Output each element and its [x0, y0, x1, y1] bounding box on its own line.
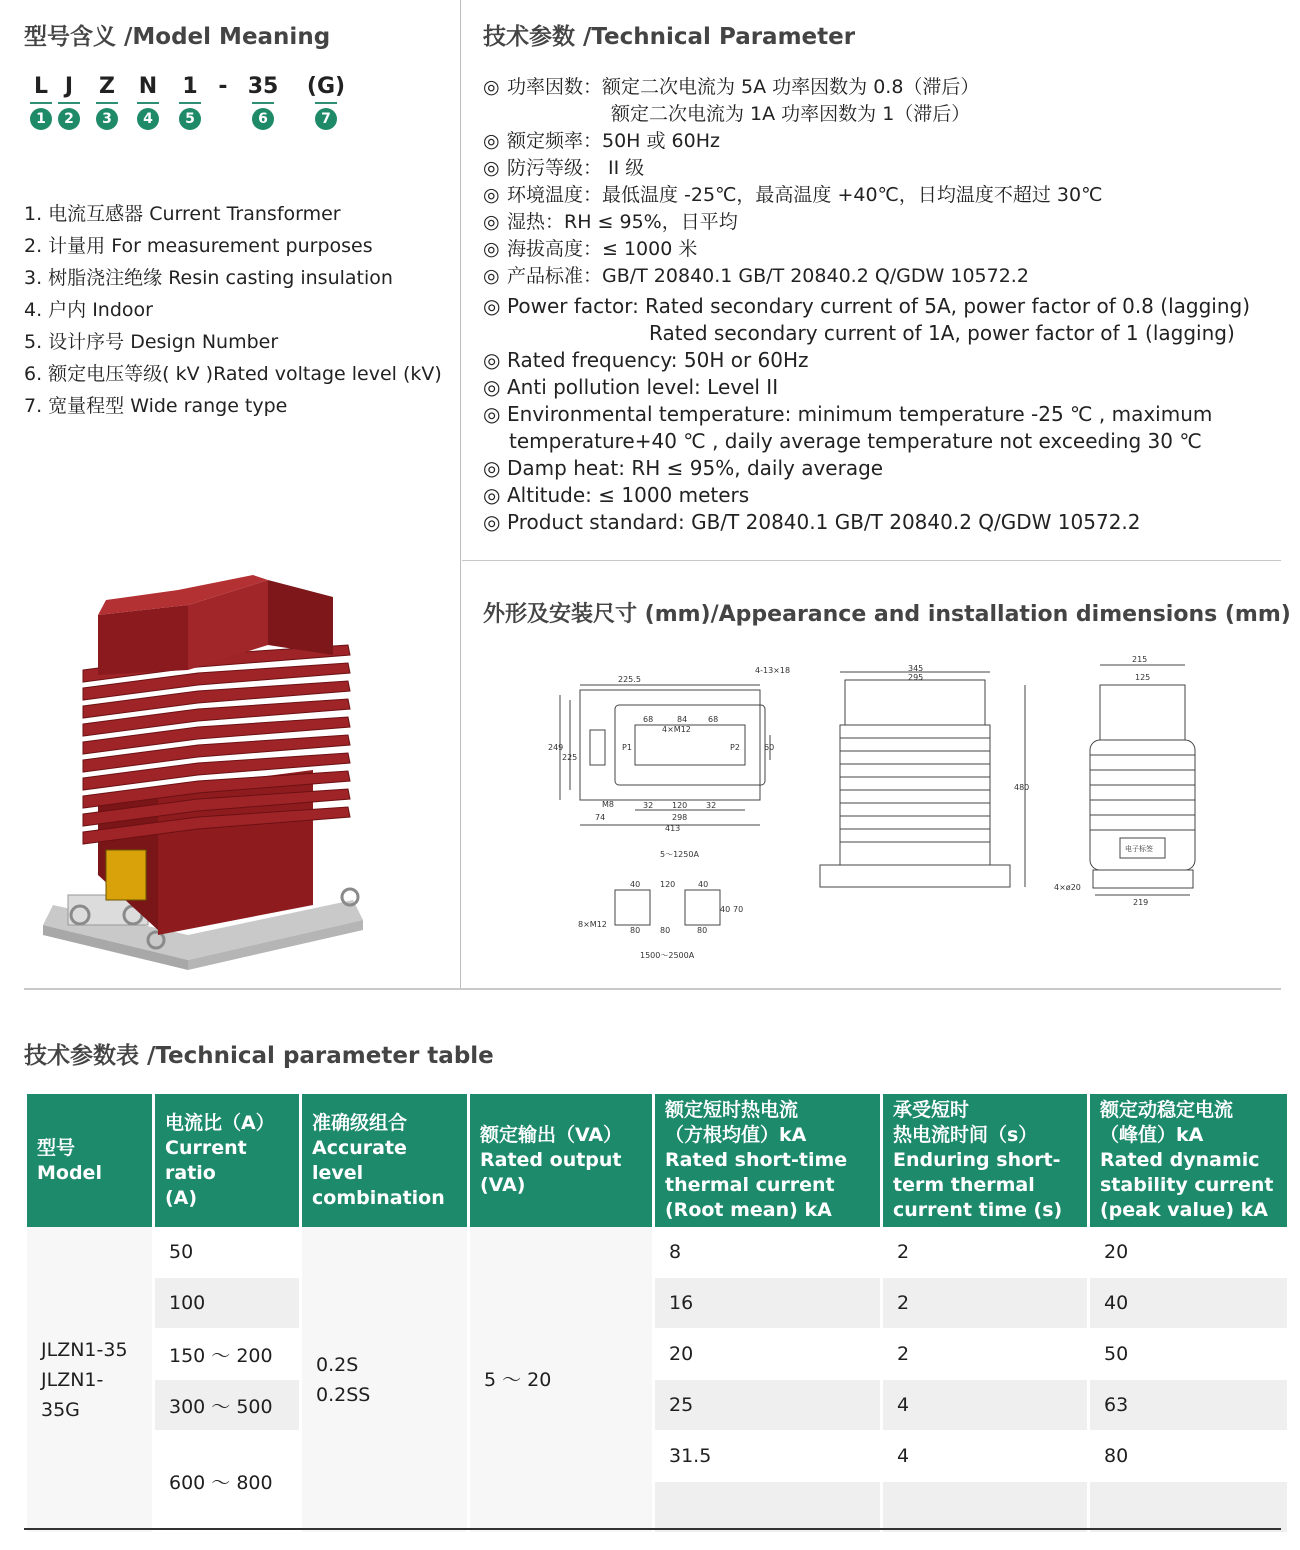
- dimension-drawing: [540, 650, 1200, 970]
- dim-label: 298: [672, 813, 688, 822]
- param-text: 额定二次电流为 1A 功率因数为 1（滞后）: [611, 103, 971, 125]
- dim-label: 68: [708, 715, 719, 724]
- cell-dynamic: 20: [1090, 1227, 1287, 1278]
- meaning-item: 1. 电流互感器 Current Transformer: [24, 203, 341, 225]
- param-line: [483, 128, 1283, 155]
- cell-time: 4: [883, 1431, 1087, 1482]
- param-text: 额定频率：50H 或 60Hz: [507, 130, 720, 152]
- cell-model: JLZN1-35 JLZN1-35G: [27, 1227, 152, 1533]
- bullet-icon: ◎: [483, 483, 501, 507]
- cell-accuracy: 0.2S 0.2SS: [302, 1227, 467, 1533]
- dim-label: 4-13×18: [755, 666, 791, 675]
- parameter-table: [24, 1094, 1290, 1533]
- param-line: [483, 155, 1283, 182]
- param-text: Product standard: GB/T 20840.1 GB/T 20840.2 Q/GDW 10572.2: [507, 510, 1141, 534]
- dim-label: 5～1250A: [660, 850, 699, 859]
- table-row: [27, 1329, 1287, 1380]
- cell-thermal: 20: [655, 1329, 880, 1380]
- cell-dynamic: 50: [1090, 1329, 1287, 1380]
- bullet-icon: ◎: [483, 510, 501, 534]
- dim-label: 1500～2500A: [640, 951, 695, 960]
- meaning-item: 6. 额定电压等级( kV )Rated voltage level (kV): [24, 363, 442, 385]
- param-line: [483, 320, 1283, 347]
- bullet-icon: ◎: [483, 294, 501, 318]
- cell-dynamic: [1090, 1482, 1287, 1533]
- section-divider: [24, 988, 1281, 990]
- dim-label: 80: [697, 926, 708, 935]
- meaning-item: 7. 宽量程型 Wide range type: [24, 395, 288, 417]
- code-number-badge: 6: [252, 108, 274, 130]
- header-thermal-time: 承受短时 热电流时间（s） Enduring short- term thermal current time (s): [883, 1094, 1087, 1227]
- code-dash: [206, 74, 240, 99]
- param-line: [483, 182, 1283, 209]
- dim-label: 40: [630, 880, 641, 889]
- dim-label: 120: [672, 801, 688, 810]
- dim-label: 345: [908, 664, 924, 673]
- bullet-icon: ◎: [483, 265, 500, 287]
- dim-label: 249: [548, 743, 564, 752]
- param-line: [483, 74, 1283, 101]
- model-meaning-title: 型号含义 /Model Meaning: [24, 24, 331, 50]
- code-item: [90, 74, 124, 130]
- param-line: [483, 209, 1283, 236]
- code-letter: J: [64, 74, 74, 99]
- bullet-icon: ◎: [483, 184, 500, 206]
- product-photo: [38, 575, 368, 970]
- bullet-icon: ◎: [483, 375, 501, 399]
- bullet-icon: ◎: [483, 130, 500, 152]
- cell-dynamic: 40: [1090, 1278, 1287, 1329]
- bullet-icon: ◎: [483, 157, 500, 179]
- cell-dynamic: 63: [1090, 1380, 1287, 1431]
- tech-param-list: [483, 74, 1283, 536]
- cell-dynamic: 80: [1090, 1431, 1287, 1482]
- bullet-icon: ◎: [483, 238, 500, 260]
- param-line: [483, 101, 1283, 128]
- dim-label: 60: [764, 743, 775, 752]
- param-line: [483, 482, 1283, 509]
- param-line: [483, 509, 1283, 536]
- dim-label: 219: [1133, 898, 1149, 907]
- cell-thermal: [655, 1482, 880, 1533]
- table-row: [27, 1431, 1287, 1482]
- param-line: [483, 293, 1283, 320]
- cell-thermal: 8: [655, 1227, 880, 1278]
- param-text: temperature+40 ℃ , daily average temperature not exceeding 30 ℃: [509, 429, 1202, 453]
- dim-label: 225: [562, 753, 578, 762]
- param-text: Anti pollution level: Level II: [507, 375, 779, 399]
- table-row: [27, 1227, 1287, 1278]
- dim-label: 413: [665, 824, 681, 833]
- dim-label: 125: [1135, 673, 1151, 682]
- dimensions-title: 外形及安装尺寸 (mm)/Appearance and installation dimensions (mm): [483, 602, 1291, 627]
- table-row: [27, 1380, 1287, 1431]
- code-number-badge: 1: [30, 108, 52, 130]
- dim-label: 74: [595, 813, 606, 822]
- dim-label: 80: [630, 926, 641, 935]
- cell-ratio: 50: [155, 1227, 299, 1278]
- dim-label: 40: [698, 880, 709, 889]
- param-text: Rated frequency: 50H or 60Hz: [507, 348, 809, 372]
- code-letter: L: [33, 74, 49, 99]
- cell-time: 2: [883, 1329, 1087, 1380]
- param-line: [483, 455, 1283, 482]
- param-text: Altitude: ≤ 1000 meters: [507, 483, 750, 507]
- bullet-icon: ◎: [483, 211, 500, 233]
- dim-label: 120: [660, 880, 676, 889]
- dim-label: 80: [660, 926, 671, 935]
- dim-label: 32: [643, 801, 654, 810]
- tech-param-title: 技术参数 /Technical Parameter: [483, 24, 856, 50]
- param-line: [483, 428, 1283, 455]
- code-letter: -: [218, 74, 228, 99]
- dim-label: 68: [643, 715, 654, 724]
- cell-ratio: 100: [155, 1278, 299, 1329]
- code-item: [173, 74, 207, 130]
- section-divider: [462, 560, 1281, 561]
- code-number-badge: 7: [315, 108, 337, 130]
- code-number-badge: 2: [58, 108, 80, 130]
- param-text: Rated secondary current of 1A, power factor of 1 (lagging): [649, 321, 1235, 345]
- code-number-badge: 3: [96, 108, 118, 130]
- bullet-icon: ◎: [483, 76, 500, 98]
- param-text: 海拔高度：≤ 1000 米: [507, 238, 698, 260]
- bullet-icon: ◎: [483, 348, 501, 372]
- param-text: 产品标准：GB/T 20840.1 GB/T 20840.2 Q/GDW 10572.2: [507, 265, 1029, 287]
- param-text: 环境温度：最低温度 -25℃，最高温度 +40℃，日均温度不超过 30℃: [507, 184, 1103, 206]
- cell-ratio: 150 ～ 200: [155, 1329, 299, 1380]
- dim-label: 70: [733, 905, 744, 914]
- code-item: [52, 74, 86, 130]
- param-line: [483, 236, 1283, 263]
- param-text: 湿热：RH ≤ 95%，日平均: [507, 211, 738, 233]
- header-dynamic-current: 额定动稳定电流 （峰值）kA Rated dynamic stability current (peak value) kA: [1090, 1094, 1287, 1227]
- dim-label: 215: [1132, 655, 1148, 664]
- dim-label: 84: [677, 715, 688, 724]
- param-line: [483, 401, 1283, 428]
- model-code: [24, 74, 364, 154]
- param-line: [483, 263, 1283, 290]
- header-current-ratio: 电流比（A） Current ratio (A): [155, 1094, 299, 1227]
- code-item: [131, 74, 165, 130]
- code-item: [246, 74, 280, 130]
- meaning-item: 5. 设计序号 Design Number: [24, 331, 279, 353]
- param-text: 功率因数：额定二次电流为 5A 功率因数为 0.8（滞后）: [507, 76, 980, 98]
- cell-time: 4: [883, 1380, 1087, 1431]
- meaning-item: 2. 计量用 For measurement purposes: [24, 235, 373, 257]
- table-title: 技术参数表 /Technical parameter table: [24, 1043, 494, 1069]
- meaning-item: 4. 户内 Indoor: [24, 299, 153, 321]
- dim-label: P2: [730, 743, 740, 752]
- dim-label: 8×M12: [578, 920, 607, 929]
- param-text: 防污等级： II 级: [507, 157, 645, 179]
- meaning-item: 3. 树脂浇注绝缘 Resin casting insulation: [24, 267, 393, 289]
- header-thermal-current: 额定短时热电流 （方根均值）kA Rated short-time thermal current (Root mean) kA: [655, 1094, 880, 1227]
- code-number-badge: 4: [137, 108, 159, 130]
- code-item: [306, 74, 346, 130]
- dim-label: 40: [720, 905, 731, 914]
- cell-output: 5 ～ 20: [470, 1227, 652, 1533]
- vertical-divider: [460, 0, 461, 988]
- param-text: Damp heat: RH ≤ 95%, daily average: [507, 456, 884, 480]
- model-meaning-list: [24, 198, 442, 422]
- code-letter: 1: [182, 74, 198, 99]
- cell-thermal: 16: [655, 1278, 880, 1329]
- param-line: [483, 374, 1283, 401]
- table-bottom-rule: [24, 1528, 1281, 1530]
- param-line: [483, 347, 1283, 374]
- bullet-icon: ◎: [483, 402, 501, 426]
- dim-label: 225.5: [618, 675, 641, 684]
- cell-ratio: 600 ～ 800: [155, 1431, 299, 1533]
- dim-label: 295: [908, 673, 924, 682]
- dim-label: 4×M12: [662, 725, 691, 734]
- cell-time: 2: [883, 1227, 1087, 1278]
- dim-label: M8: [602, 800, 614, 809]
- table-row: [27, 1278, 1287, 1329]
- cell-time: 2: [883, 1278, 1087, 1329]
- header-model: 型号 Model: [27, 1094, 152, 1227]
- dim-label: 电子标签: [1125, 845, 1153, 853]
- cell-thermal: 31.5: [655, 1431, 880, 1482]
- code-letter: Z: [99, 74, 115, 99]
- code-number-badge: 5: [179, 108, 201, 130]
- param-text: Power factor: Rated secondary current of 5A, power factor of 0.8 (lagging): [507, 294, 1250, 318]
- code-letter: N: [138, 74, 158, 99]
- dim-label: 4×ø20: [1054, 883, 1081, 892]
- table-header-row: [27, 1094, 1287, 1227]
- cell-ratio: 300 ～ 500: [155, 1380, 299, 1431]
- header-output: 额定输出（VA） Rated output (VA): [470, 1094, 652, 1227]
- header-accuracy: 准确级组合 Accurate level combination: [302, 1094, 467, 1227]
- param-text: Environmental temperature: minimum temperature -25 ℃ , maximum: [507, 402, 1213, 426]
- code-letter: 35: [247, 74, 279, 99]
- dim-label: 480: [1014, 783, 1030, 792]
- code-letter: (G): [306, 74, 346, 99]
- dim-label: 32: [706, 801, 717, 810]
- cell-thermal: 25: [655, 1380, 880, 1431]
- dim-label: P1: [622, 743, 632, 752]
- cell-time: [883, 1482, 1087, 1533]
- bullet-icon: ◎: [483, 456, 501, 480]
